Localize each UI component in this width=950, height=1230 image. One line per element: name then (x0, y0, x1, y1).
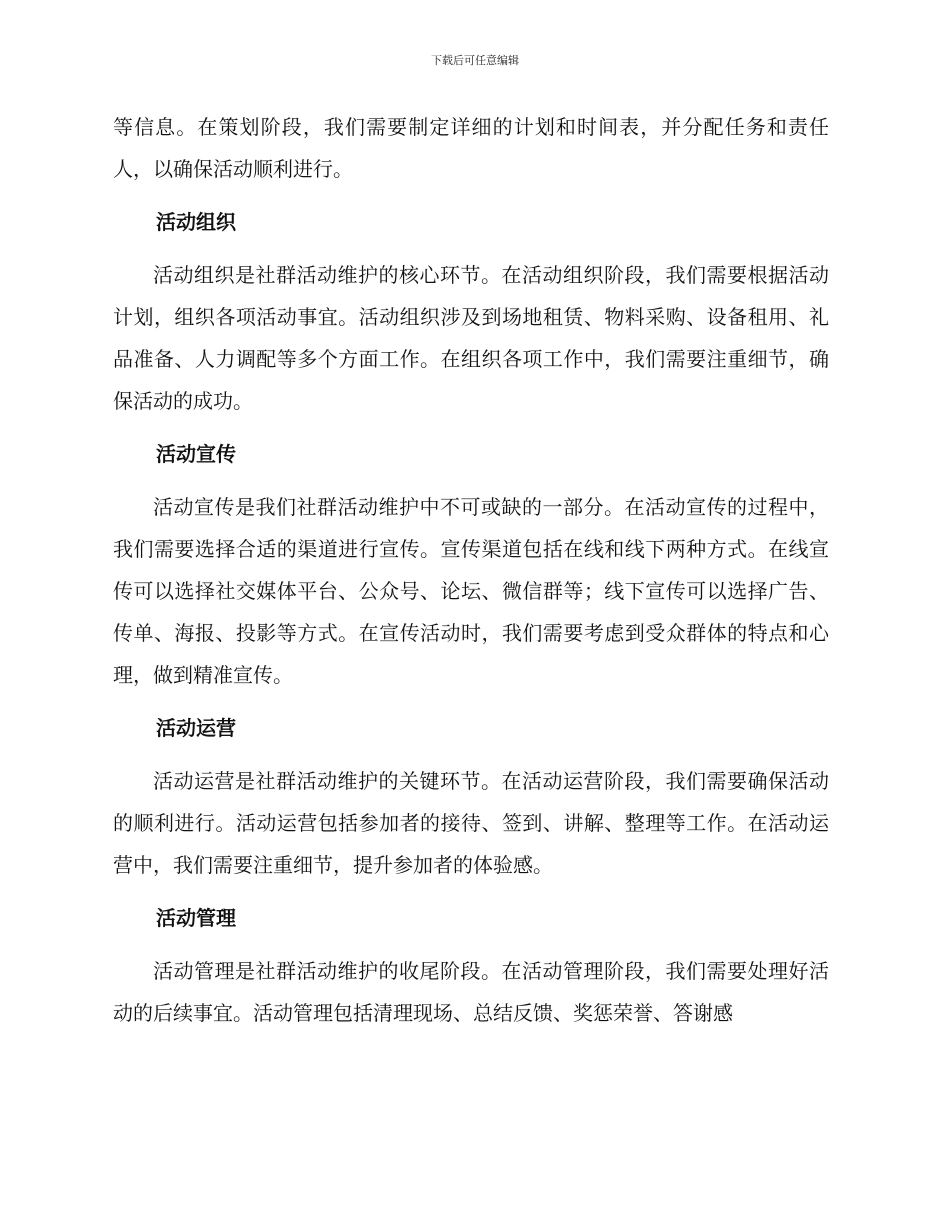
section-paragraph-management: 活动管理是社群活动维护的收尾阶段。在活动管理阶段，我们需要处理好活动的后续事宜。活动管理包括清理现场、总结反馈、奖惩荣誉、答谢感 (113, 959, 829, 1025)
section-heading-operation: 活动运营 (156, 716, 236, 740)
section-heading-organization: 活动组织 (156, 210, 236, 234)
section-paragraph-operation: 活动运营是社群活动维护的关键环节。在活动运营阶段，我们需要确保活动的顺利进行。活动运营包括参加者的接待、签到、讲解、整理等工作。在活动运营中，我们需要注重细节，提升参加者的体验感。 (113, 769, 829, 877)
document-body (113, 106, 829, 1034)
section-paragraph-organization: 活动组织是社群活动维护的核心环节。在活动组织阶段，我们需要根据活动计划，组织各项活动事宜。活动组织涉及到场地租赁、物料采购、设备租用、礼品准备、人力调配等多个方面工作。在组织各项工作中，我们需要注重细节，确保活动的成功。 (113, 263, 829, 413)
section-heading-management: 活动管理 (156, 906, 236, 930)
section-paragraph-promotion: 活动宣传是我们社群活动维护中不可或缺的一部分。在活动宣传的过程中，我们需要选择合适的渠道进行宣传。宣传渠道包括在线和线下两种方式。在线宣传可以选择社交媒体平台、公众号、论坛、微信群等；线下宣传可以选择广告、传单、海报、投影等方式。在宣传活动时，我们需要考虑到受众群体的特点和心理，做到精准宣传。 (113, 495, 829, 687)
intro-paragraph: 等信息。在策划阶段，我们需要制定详细的计划和时间表，并分配任务和责任人，以确保活动顺利进行。 (113, 115, 829, 181)
section-heading-promotion: 活动宣传 (156, 442, 236, 466)
page-header-note: 下载后可任意编辑 (431, 54, 519, 67)
